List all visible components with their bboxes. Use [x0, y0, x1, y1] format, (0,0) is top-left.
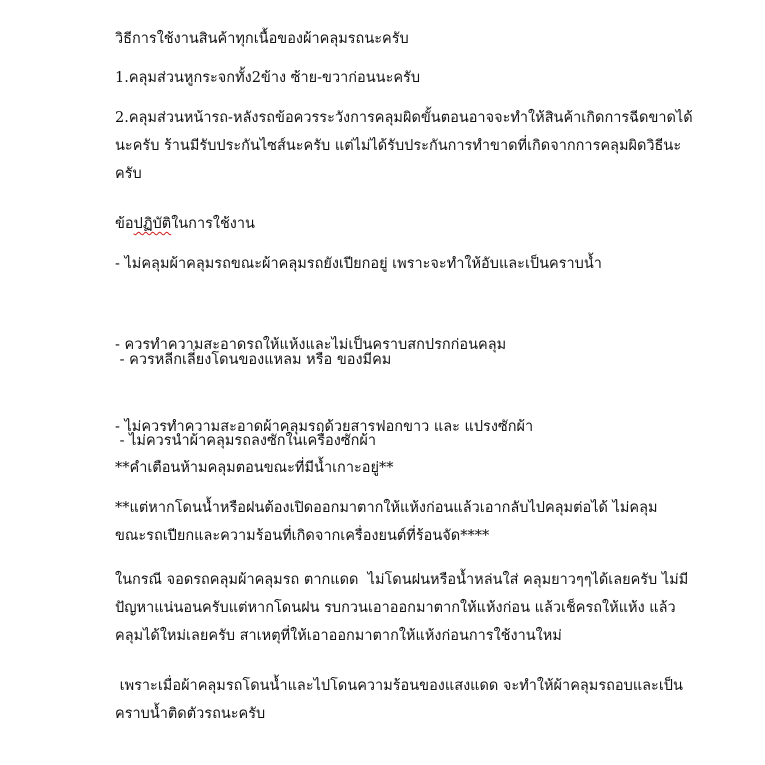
rule-item-3-text: - ควรทำความสะอาดรถให้แห้งและไม่เป็นคราบสกปรกก่อนคลุม	[115, 337, 507, 353]
rule-item-2-text: - ควรหลีกเลี่ยงโดนของแหลม หรือ ของมีคม	[115, 352, 392, 368]
note-line-1: **แต่หากโดนน้ำหรือฝนต้องเปิดออกมาตากให้แห้งก่อนแล้วเอากลับไปคลุมต่อได้ ไม่คลุม	[115, 500, 658, 516]
step-1-paragraph	[115, 64, 715, 92]
heading-text: วิธีการใช้งานสินค้าทุกเนื้อของผ้าคลุมรถนะครับ	[115, 31, 409, 47]
warning-text: **คำเตือนห้ามคลุมตอนขณะที่มีน้ำเกาะอยู่**	[115, 460, 394, 476]
reason-line-2: คราบน้ำติดตัวรถนะครับ	[115, 706, 266, 722]
rule-item-1	[115, 250, 715, 278]
case-line-3: คลุมได้ใหม่เลยครับ สาเหตุที่ให้เอาออกมาตากให้แห้งก่อนการใช้งานใหม่	[115, 628, 562, 644]
step-1-text: 1.คลุมส่วนหูกระจกทั้ง2ข้าง ซ้าย-ขวาก่อนนะครับ	[115, 70, 421, 86]
case-line-2: ปัญหาแน่นอนครับแต่หากโดนฝน รบกวนเอาออกมาตากให้แห้งก่อน แล้วเช็ครถให้แห้ง แล้ว	[115, 600, 676, 616]
rule-item-5	[115, 413, 715, 441]
step-2-line-3: ครับ	[115, 166, 142, 182]
rule-item-4	[115, 371, 715, 511]
warning-paragraph	[115, 454, 715, 482]
note-line-2: ขณะรถเปียกและความร้อนที่เกิดจากเครื่องยนต์ที่ร้อนจัด****	[115, 528, 490, 544]
rule-item-3	[115, 331, 715, 359]
step-2-line-1: 2.คลุมส่วนหน้ารถ-หลังรถข้อควรระวังการคลุมผิดขั้นตอนอาจจะทำให้สินค้าเกิดการฉีดขาดได้	[115, 110, 693, 126]
rules-title	[115, 210, 715, 238]
reason-line-1: เพราะเมื่อผ้าคลุมรถโดนน้ำและไปโดนความร้อนของแสงแดด จะทำให้ผ้าคลุมรถอบและเป็น	[115, 678, 683, 694]
rules-title-prefix: ข้อ	[115, 216, 134, 232]
rule-item-4-text: - ไม่ควรนำผ้าคลุมรถลงซักในเครื่องซักผ้า	[115, 433, 377, 449]
step-2-line-2: นะครับ ร้านมีรับประกันไซส์นะครับ แต่ไม่ได้รับประกันการทำขาดที่เกิดจากการคลุมผิดวิธีนะ	[115, 138, 682, 154]
rules-title-flagged-word: ปฏิบัติ	[133, 216, 172, 232]
rules-title-suffix: ในการใช้งาน	[171, 216, 255, 232]
rules-title-line	[115, 210, 715, 238]
rule-item-5-text: - ไม่ควรทำความสะอาดผ้าคลุมรถด้วยสารฟอกขาว และ แปรงซักผ้า	[115, 419, 534, 435]
step-2-paragraph	[115, 104, 715, 188]
reason-paragraph	[115, 672, 715, 728]
instructions-heading	[115, 25, 715, 53]
case-line-1: ในกรณี จอดรถคลุมผ้าคลุมรถ ตากแดด ไม่โดนฝนหรือน้ำหล่นใส่ คลุมยาวๆๆได้เลยครับ ไม่มี	[115, 572, 689, 588]
case-paragraph	[115, 566, 715, 650]
rule-item-1-text: - ไม่คลุมผ้าคลุมรถขณะผ้าคลุมรถยังเปียกอยู่ เพราะจะทำให้อับและเป็นคราบน้ำ	[115, 256, 602, 272]
note-paragraph	[115, 494, 715, 550]
